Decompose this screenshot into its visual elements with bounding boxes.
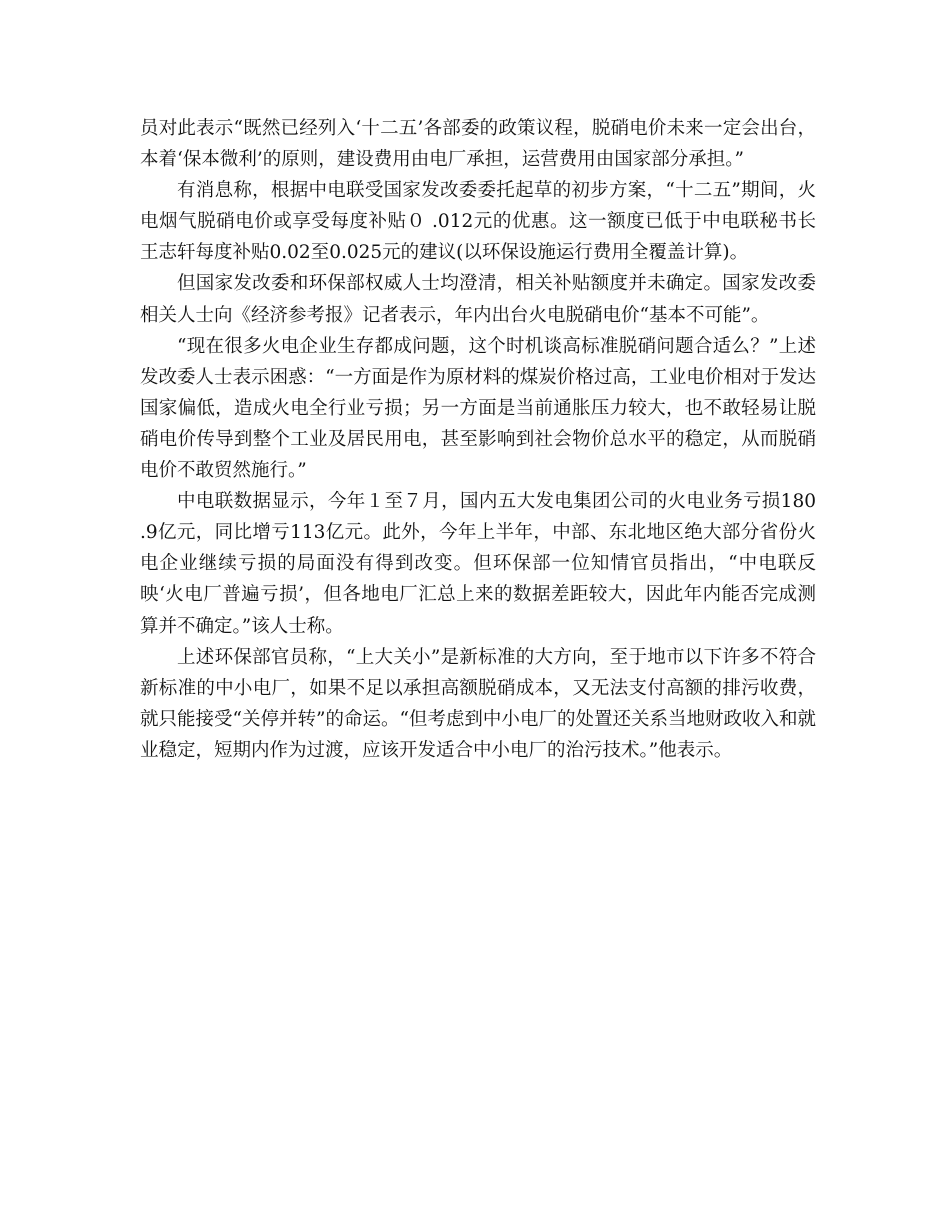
paragraph-1: 员对此表示“既然已经列入‘十二五’各部委的政策议程，脱硝电价未来一定会出台，本着‘保本微利’的原则，建设费用由电厂承担，运营费用由国家部分承担。” <box>140 118 816 171</box>
document-body <box>140 113 816 766</box>
paragraph-2: 有消息称，根据中电联受国家发改委委托起草的初步方案，“十二五”期间，火电烟气脱硝电价或享受每度补贴０ .012元的优惠。这一额度已低于中电联秘书长王志轩每度补贴0.02至0.025元的建议(以环保设施运行费用全覆盖计算)。 <box>140 180 816 264</box>
paragraph-5: 中电联数据显示，今年１至７月，国内五大发电集团公司的火电业务亏损180 .9亿元，同比增亏113亿元。此外，今年上半年，中部、东北地区绝大部分省份火电企业继续亏损的局面没有得到改变。但环保部一位知情官员指出，“中电联反映‘火电厂普遍亏损’，但各地电厂汇总上来的数据差距较大，因此年内能否完成测算并不确定。”该人士称。 <box>140 491 816 637</box>
paragraph-3: 但国家发改委和环保部权威人士均澄清，相关补贴额度并未确定。国家发改委相关人士向《经济参考报》记者表示，年内出台火电脱硝电价“基本不可能”。 <box>140 273 816 326</box>
paragraph-6: 上述环保部官员称，“上大关小”是新标准的大方向，至于地市以下许多不符合新标准的中小电厂，如果不足以承担高额脱硝成本，又无法支付高额的排污收费，就只能接受“关停并转”的命运。“但考虑到中小电厂的处置还关系当地财政收入和就业稳定，短期内作为过渡，应该开发适合中小电厂的治污技术。”他表示。 <box>140 646 816 761</box>
paragraph-4: “现在很多火电企业生存都成问题，这个时机谈高标准脱硝问题合适么？”上述发改委人士表示困惑：“一方面是作为原材料的煤炭价格过高，工业电价相对于发达国家偏低，造成火电全行业亏损；另一方面是当前通胀压力较大，也不敢轻易让脱硝电价传导到整个工业及居民用电，甚至影响到社会物价总水平的稳定，从而脱硝电价不敢贸然施行。” <box>140 335 816 482</box>
